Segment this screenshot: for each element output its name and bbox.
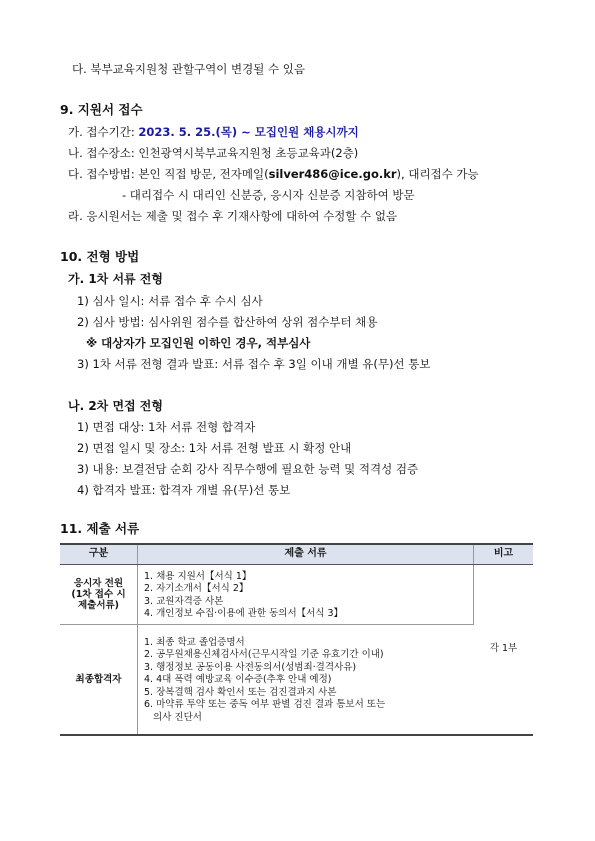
- stage-2-item-1: 1) 면접 대상: 1차 서류 전형 합격자: [77, 420, 256, 434]
- stage-1-note: ※ 대상자가 모집인원 이하인 경우, 적부심사: [86, 336, 311, 350]
- no-edit-note: 라. 응시원서는 제출 및 접수 후 기재사항에 대하여 수정할 수 없음: [68, 209, 398, 223]
- table-header-row: [60, 544, 533, 565]
- section-9-title: 9. 지원서 접수: [60, 102, 143, 117]
- list-item: 1. 채용 지원서【서식 1】: [144, 570, 252, 582]
- applicant-label-line: 제출서류): [77, 600, 120, 611]
- application-method-pre: 다. 접수방법: 본인 직접 방문, 전자메일(: [68, 167, 269, 181]
- stage-2-item-4: 4) 합격자 발표: 합격자 개별 유(무)선 통보: [77, 483, 291, 497]
- stage-1-item-1: 1) 심사 일시: 서류 접수 후 수시 심사: [77, 294, 263, 308]
- final-documents: [138, 625, 474, 735]
- application-email: silver486@ice.go.kr: [268, 167, 397, 181]
- applicant-category: [60, 565, 138, 625]
- application-method-post: ), 대리접수 가능: [396, 167, 479, 181]
- application-period: [68, 125, 359, 139]
- final-category: 최종합격자: [60, 625, 138, 735]
- list-item: 1. 최종 학교 졸업증명서: [144, 636, 245, 648]
- stage-1-item-2: 2) 심사 방법: 심사위원 점수를 합산하여 상위 점수부터 채용: [77, 315, 378, 329]
- documents-table: [60, 543, 533, 736]
- stage-2-item-3: 3) 내용: 보결전담 순회 강사 직무수행에 필요한 능력 및 적격성 검증: [77, 462, 419, 476]
- list-item: 2. 공무원채용신체검사서(근무시작일 기준 유효기간 이내): [144, 649, 384, 660]
- table-row: [60, 565, 533, 625]
- table-row: [60, 625, 533, 735]
- list-item: 의사 진단서: [144, 711, 202, 723]
- list-item: 5. 장복결핵 검사 확인서 또는 검진결과지 사본: [144, 686, 337, 698]
- list-item: 4. 개인정보 수집·이용에 관한 동의서【서식 3】: [144, 608, 344, 619]
- removed-line-district: 다. 북부교육지원청 관할구역이 변경될 수 있음: [72, 62, 306, 76]
- header-documents: 제출 서류: [138, 544, 474, 565]
- applicant-documents: [138, 565, 474, 625]
- application-period-value: 2023. 5. 25.(목) ~ 모집인원 채용시까지: [138, 125, 359, 139]
- proxy-note: - 대리접수 시 대리인 신분증, 응시자 신분증 지참하여 방문: [122, 188, 415, 202]
- header-category: 구분: [60, 544, 138, 565]
- section-10-title: 10. 전형 방법: [60, 249, 140, 264]
- stage-2-item-2: 2) 면접 일시 및 장소: 1차 서류 전형 발표 시 확정 안내: [77, 441, 352, 455]
- section-11-title: 11. 제출 서류: [60, 521, 140, 536]
- stage-1-item-3: 3) 1차 서류 전형 결과 발표: 서류 접수 후 3일 이내 개별 유(무)선 통보: [77, 357, 431, 371]
- application-period-label: 가. 접수기간:: [68, 125, 139, 139]
- list-item: 2. 자기소개서【서식 2】: [144, 583, 249, 594]
- stage-1-title: 가. 1차 서류 전형: [68, 272, 163, 286]
- header-note: 비고: [474, 544, 534, 565]
- list-item: 3. 교원자격증 사본: [144, 595, 224, 607]
- list-item: 4. 4대 폭력 예방교육 이수증(추후 안내 예정): [144, 674, 332, 685]
- list-item: 3. 행정정보 공동이용 사전동의서(성범죄·결격사유): [144, 661, 357, 673]
- application-method: [68, 167, 479, 181]
- stage-2-title: 나. 2차 면접 전형: [68, 399, 163, 413]
- application-place: 나. 접수장소: 인천광역시북부교육지원청 초등교육과(2층): [68, 146, 359, 160]
- note-cell: 각 1부: [474, 565, 534, 735]
- applicant-label-line: 응시자 전원: [73, 578, 124, 589]
- applicant-label-line: (1차 접수 시: [71, 589, 126, 600]
- list-item: 6. 마약류 투약 또는 중독 여부 판별 검진 결과 통보서 또는: [144, 699, 386, 710]
